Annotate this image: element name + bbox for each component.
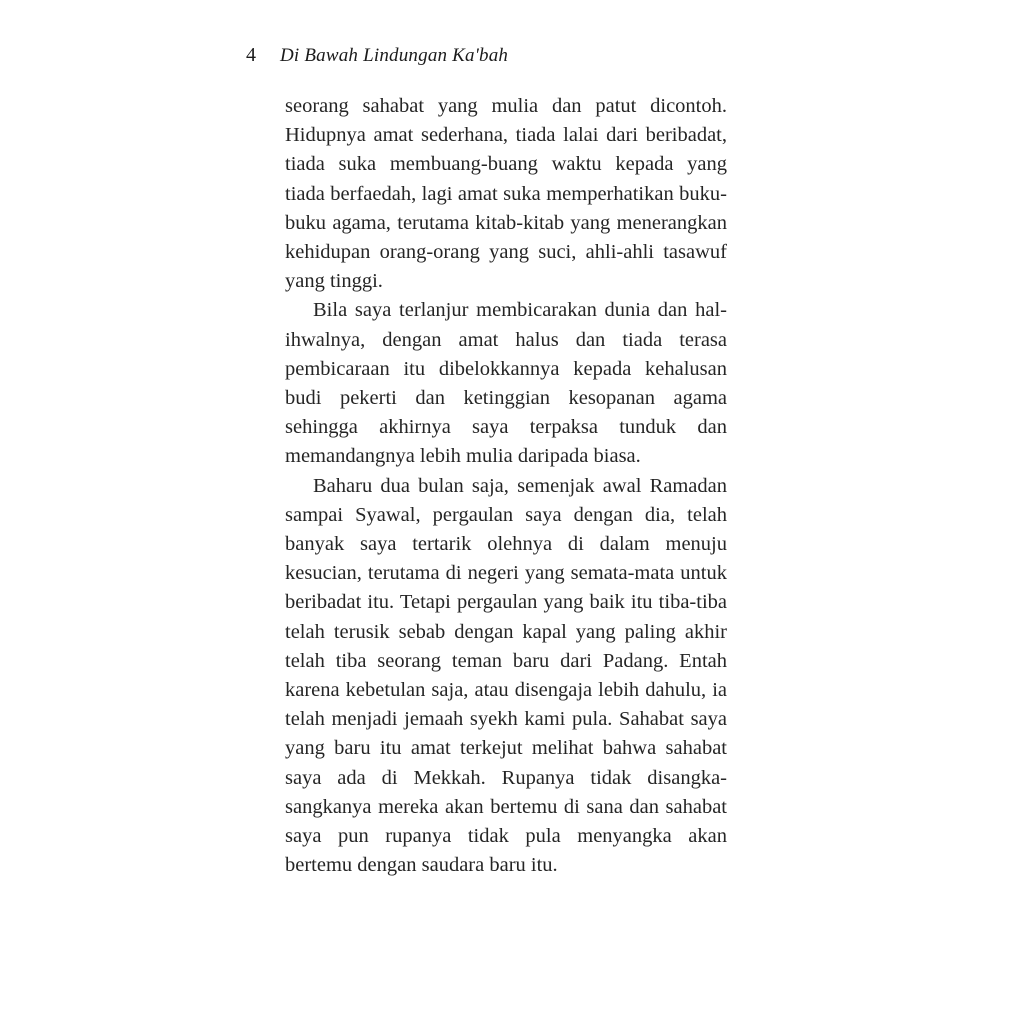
paragraph-3: Baharu dua bulan saja, semenjak awal Ramadan sampai Syawal, pergaulan saya dengan dia, telah banyak saya tertarik olehnya di dalam menuju kesucian, terutama di negeri yang semata-mata untuk beribadat itu. Tetapi pergaulan yang baik itu tiba-tiba telah terusik sebab dengan kapal yang paling akhir telah tiba seorang teman baru dari Padang. Entah karena kebetulan saja, atau disengaja lebih dahulu, ia telah menjadi jemaah syekh kami pula. Sahabat saya yang baru itu amat terkejut melihat bahwa sahabat saya ada di Mekkah. Rupanya tidak disangka-sangkanya mereka akan bertemu di sana dan sahabat saya pun rupanya tidak pula menyangka akan bertemu dengan saudara baru itu.: [285, 474, 727, 877]
body-text: [285, 92, 727, 880]
running-head: [246, 44, 508, 74]
page-number: 4: [246, 44, 256, 66]
paragraph-2: Bila saya terlanjur membicarakan dunia dan hal-ihwalnya, dengan amat halus dan tiada terasa pembicaraan itu dibelokkannya kepada kehalusan budi pekerti dan ketinggian kesopanan agama sehingga akhirnya saya terpaksa tunduk dan memandangnya lebih mulia daripada biasa.: [285, 299, 727, 468]
paragraph-1: seorang sahabat yang mulia dan patut dicontoh. Hidupnya amat sederhana, tiada lalai dari beribadat, tiada suka membuang-buang waktu kepada yang tiada berfaedah, lagi amat suka memperhatikan buku-buku agama, terutama kitab-kitab yang menerangkan kehidupan orang-orang yang suci, ahli-ahli tasawuf yang tinggi.: [285, 95, 727, 293]
book-title: Di Bawah Lindungan Ka'bah: [280, 45, 509, 66]
